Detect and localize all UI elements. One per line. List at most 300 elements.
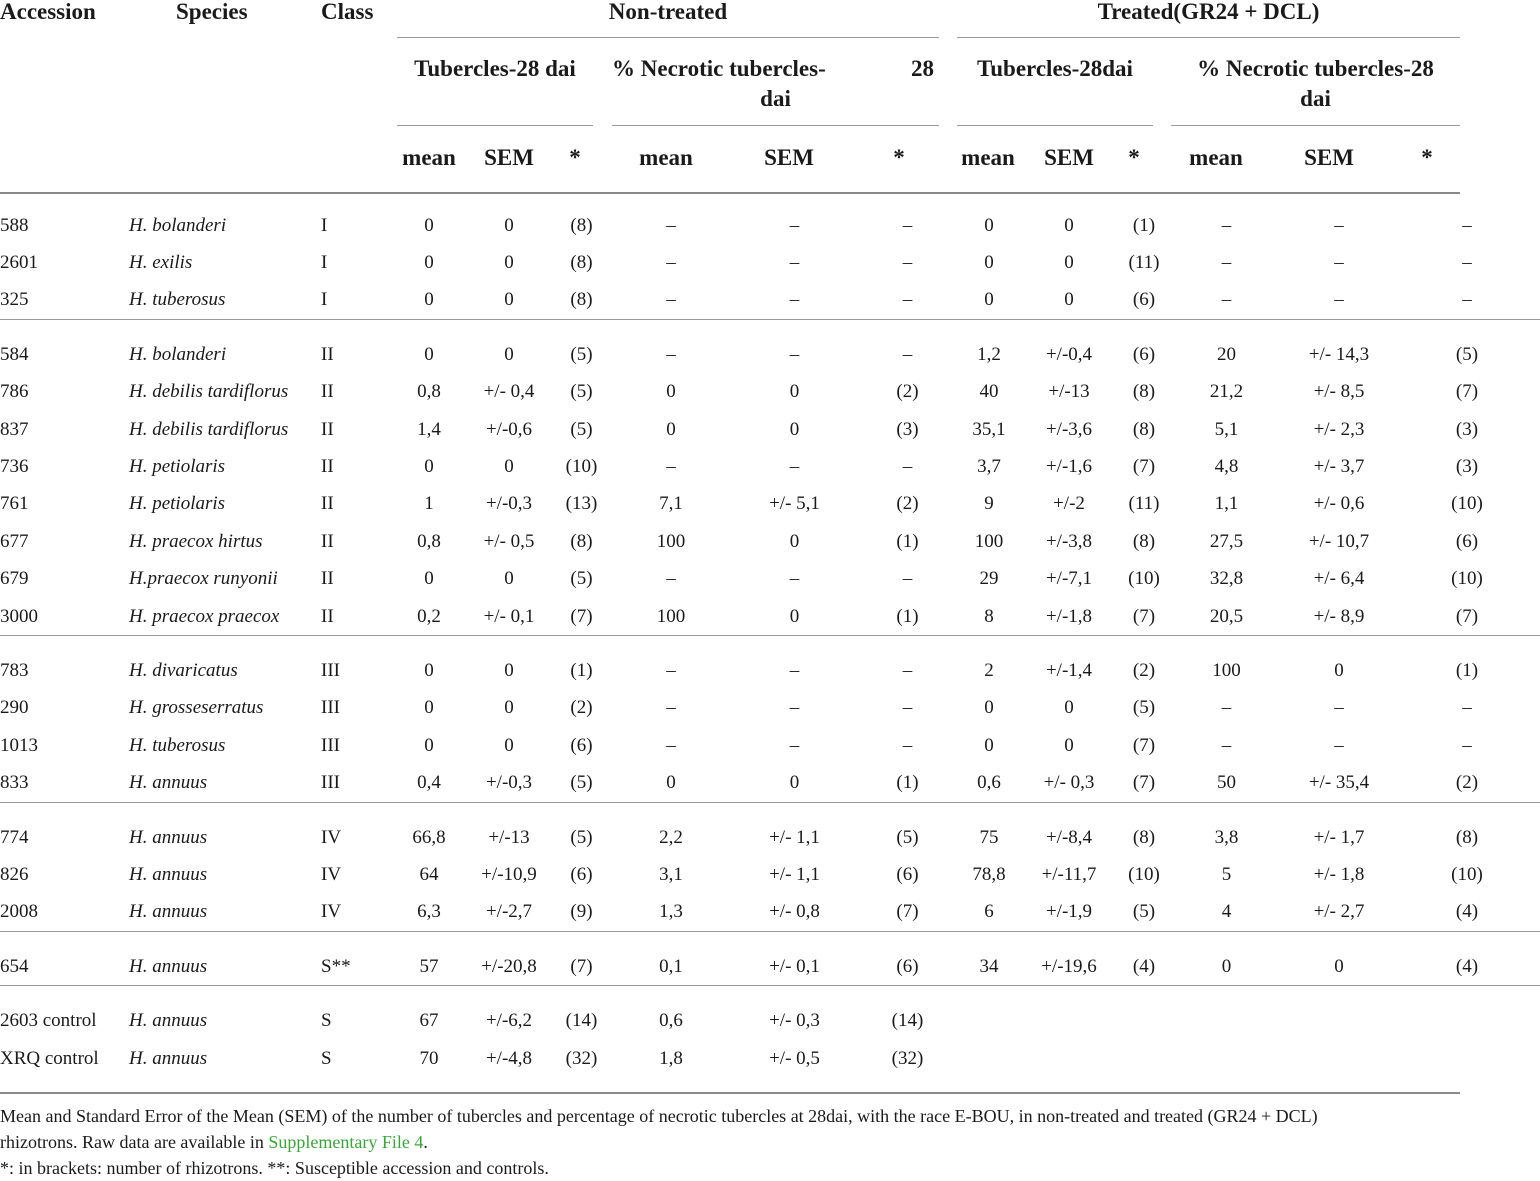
rule-header-bottom [0,192,1460,194]
cell-nt-tub-n: (5) [570,568,593,590]
header-sem: SEM [1044,145,1094,170]
cell-t-nec-sem: +/- 10,7 [1308,530,1370,552]
cell-nt-tub-mean: 0 [424,289,434,311]
header-star: * [1421,145,1433,170]
cell-accession: 826 [0,863,29,885]
cell-nt-nec-mean: 0 [666,418,676,440]
cell-nt-tub-mean: 0 [424,343,434,365]
cell-t-tub-sem: +/-0,4 [1045,343,1093,365]
cell-nt-tub-mean: 0,8 [417,530,441,552]
cell-t-nec-sem: 0 [1334,659,1344,681]
cell-t-tub-n: (5) [1132,901,1156,923]
cell-t-nec-mean: 0 [1221,955,1232,977]
cell-nt-nec-mean: 0,1 [659,955,683,977]
header-t-necrotic: % Necrotic tubercles-28 [1197,56,1434,81]
cell-nt-nec-mean: – [666,214,676,236]
cell-t-nec-sem: +/- 2,3 [1313,418,1365,440]
cell-nt-nec-n: – [902,343,913,365]
cell-t-tub-n: (8) [1132,381,1156,403]
table-row [0,207,1540,244]
cell-t-tub-n: (4) [1132,955,1156,977]
cell-t-nec-n: (10) [1451,568,1483,590]
rule-non-treated [397,37,939,38]
cell-nt-nec-n: (5) [896,826,919,848]
cell-t-nec-n: (7) [1455,381,1479,403]
rule-treated [957,37,1460,38]
cell-accession: 2008 [0,901,38,923]
cell-t-nec-mean: 50 [1217,772,1236,794]
cell-accession: 588 [0,214,29,236]
table-row [0,1040,1540,1077]
cell-nt-nec-sem: 0 [789,381,800,403]
cell-nt-nec-sem: +/- 5,1 [769,493,820,515]
table-row [0,336,1540,373]
cell-nt-nec-n: – [902,568,913,590]
cell-nt-nec-n: (1) [896,605,919,627]
header-star: * [893,145,905,170]
cell-t-tub-mean: 35,1 [972,418,1006,440]
cell-nt-tub-mean: 0 [424,568,434,590]
table-row [0,598,1540,636]
cell-nt-tub-mean: 67 [419,1010,439,1032]
cell-nt-tub-sem: +/-2,7 [485,901,533,923]
footnote-period: . [423,1132,428,1152]
cell-t-nec-sem [1284,1040,1394,1077]
cell-class: I [321,252,328,274]
rule-nt-necrotic [612,125,939,126]
cell-t-nec-n: (10) [1451,863,1483,885]
cell-species: H. annuus [129,1010,208,1032]
cell-t-nec-n: (6) [1455,530,1479,552]
cell-accession: XRQ control [0,1047,99,1069]
cell-t-tub-mean: 1,2 [977,343,1001,365]
cell-class: S [321,1010,332,1032]
cell-nt-nec-n: – [902,252,913,274]
cell-t-nec-sem: +/- 3,7 [1313,456,1365,478]
cell-t-nec-n: – [1462,697,1472,719]
cell-nt-nec-n: – [902,659,913,681]
cell-nt-tub-sem: 0 [504,734,514,756]
cell-nt-nec-n: (32) [891,1047,924,1069]
cell-t-nec-mean: 100 [1212,659,1241,681]
cell-t-nec-n: – [1462,252,1472,274]
cell-class: I [321,214,328,236]
cell-t-nec-n [1394,1040,1540,1077]
cell-t-nec-mean: 21,2 [1209,381,1244,403]
rule-nt-tubercles [397,125,593,126]
table-row [0,819,1540,856]
cell-t-tub-mean: 3,7 [977,456,1001,478]
cell-nt-tub-mean: 0 [424,252,434,274]
cell-t-nec-n: (3) [1455,456,1479,478]
cell-t-nec-sem: 0 [1334,955,1344,977]
cell-t-nec-sem [1284,1002,1394,1039]
cell-t-nec-sem: +/- 14,3 [1308,343,1370,365]
cell-nt-nec-n: – [902,214,913,236]
header-sem: SEM [484,145,534,170]
cell-nt-tub-mean: 0 [424,456,434,478]
cell-t-nec-mean [1169,1040,1284,1077]
supplementary-file-link[interactable]: Supplementary File 4 [268,1132,424,1152]
cell-nt-tub-sem: +/- 0,1 [483,605,535,627]
cell-t-nec-n: (8) [1455,826,1479,848]
header-mean: mean [639,145,693,170]
cell-nt-tub-n: (5) [570,418,593,440]
cell-nt-nec-n: (6) [896,863,919,885]
cell-nt-nec-mean: 0 [666,381,676,403]
cell-t-tub-sem: +/-2 [1053,493,1085,515]
cell-nt-tub-mean: 1,4 [417,418,441,440]
cell-species: H. bolanderi [129,214,227,236]
table-row [0,374,1540,411]
cell-t-tub-mean: 0 [984,252,994,274]
cell-t-tub-mean: 0 [984,214,994,236]
cell-t-nec-mean: 32,8 [1209,568,1244,590]
cell-nt-nec-sem: 0 [789,772,800,794]
cell-nt-nec-n: – [902,734,913,756]
cell-nt-tub-n: (6) [570,863,593,885]
cell-t-tub-sem: 0 [1064,214,1074,236]
cell-t-tub-mean: 0 [984,734,994,756]
table-row [0,523,1540,560]
cell-nt-tub-n: (5) [570,772,593,794]
cell-nt-tub-n: (5) [570,381,593,403]
group-separator [0,802,1540,819]
cell-species: H. divaricatus [129,659,238,681]
cell-t-nec-mean: – [1221,214,1232,236]
cell-nt-nec-sem: +/- 1,1 [769,863,820,885]
cell-t-nec-mean: 1,1 [1214,493,1239,515]
cell-species: H. tuberosus [129,734,226,756]
header-non-treated: Non-treated [608,0,728,24]
table-row [0,948,1540,986]
rule-table-bottom [0,1092,1460,1094]
cell-nt-tub-mean: 0,8 [417,381,441,403]
cell-accession: 2601 [0,252,38,274]
cell-t-tub-mean: 100 [974,530,1004,552]
cell-t-nec-n: – [1462,734,1472,756]
cell-t-nec-sem: – [1334,697,1344,719]
cell-nt-tub-sem: +/-10,9 [481,863,537,885]
table-row [0,561,1540,598]
cell-nt-tub-n: (5) [570,826,593,848]
cell-nt-nec-sem: – [789,252,800,274]
cell-t-nec-mean [1169,1002,1284,1039]
cell-nt-tub-sem: +/- 0,4 [483,381,535,403]
cell-nt-tub-n: (1) [570,659,593,681]
cell-nt-tub-mean: 64 [419,863,439,885]
cell-species: H. praecox hirtus [129,530,263,552]
cell-nt-nec-mean: 0,6 [659,1010,683,1032]
cell-t-tub-sem: +/-19,6 [1041,955,1097,977]
cell-nt-tub-mean: 1 [424,493,434,515]
header-star: * [569,145,581,170]
table-row [0,856,1540,893]
cell-nt-tub-n: (2) [570,697,593,719]
group-separator [0,932,1540,949]
cell-t-nec-mean: 5,1 [1214,418,1239,440]
cell-class: II [321,493,334,515]
cell-t-nec-n: (3) [1455,418,1479,440]
cell-t-tub-n: (10) [1128,863,1160,885]
cell-nt-tub-n: (9) [570,901,593,923]
cell-nt-tub-sem: 0 [504,659,514,681]
cell-nt-tub-sem: +/-20,8 [481,955,537,977]
cell-nt-nec-mean: – [666,289,676,311]
cell-t-nec-n: (10) [1451,493,1483,515]
table-body [0,207,1540,1077]
cell-nt-tub-mean: 0,4 [417,772,441,794]
cell-nt-tub-n: (10) [565,456,598,478]
cell-accession: 736 [0,456,29,478]
cell-t-tub-n: (8) [1132,530,1156,552]
cell-nt-nec-sem: 0 [789,530,800,552]
cell-species: H. praecox praecox [129,605,280,627]
table-row [0,244,1540,281]
cell-nt-nec-mean: – [666,734,676,756]
cell-species: H. annuus [129,772,208,794]
cell-species: H. bolanderi [129,343,227,365]
cell-t-nec-n: (4) [1455,901,1479,923]
cell-nt-nec-mean: – [666,659,676,681]
cell-t-tub-mean: 6 [984,901,994,923]
cell-nt-nec-sem: +/- 0,1 [769,955,820,977]
header-treated: Treated(GR24 + DCL) [1097,0,1320,24]
header-species: Species [176,0,248,24]
cell-nt-nec-n: (7) [896,901,919,923]
cell-nt-nec-sem: – [789,697,800,719]
cell-t-nec-mean: – [1221,734,1232,756]
cell-t-tub-n: (8) [1132,418,1156,440]
cell-t-nec-mean: 20,5 [1209,605,1244,627]
cell-nt-tub-sem: 0 [504,214,514,236]
cell-t-tub-sem: +/-1,8 [1045,605,1093,627]
cell-t-tub-sem: +/-13 [1048,381,1090,403]
cell-nt-nec-sem: – [789,659,800,681]
cell-t-tub-mean: 0 [984,697,994,719]
cell-class: S** [321,955,351,977]
cell-nt-tub-n: (14) [565,1010,598,1032]
cell-nt-nec-mean: 3,1 [659,863,683,885]
cell-nt-tub-sem: 0 [504,697,514,719]
cell-nt-nec-mean: – [666,343,676,365]
cell-accession: 1013 [0,734,38,756]
cell-accession: 786 [0,381,29,403]
header-nt-tubercles: Tubercles-28 dai [414,56,576,81]
cell-t-nec-n: – [1462,289,1472,311]
cell-t-tub-sem: +/-1,9 [1045,901,1093,923]
footnote-text: rhizotrons. Raw data are available in [0,1132,269,1152]
cell-t-tub-mean [959,1040,1019,1077]
cell-t-tub-mean: 8 [984,605,994,627]
cell-nt-nec-mean: – [666,252,676,274]
cell-nt-tub-sem: 0 [504,568,514,590]
cell-nt-tub-n: (6) [570,734,593,756]
header-class: Class [321,0,374,24]
cell-accession: 654 [0,955,29,977]
cell-nt-nec-sem: – [789,456,800,478]
cell-t-tub-n: (7) [1132,734,1156,756]
cell-nt-tub-mean: 70 [419,1047,439,1069]
cell-species: H. annuus [129,1047,208,1069]
cell-nt-tub-sem: +/-0,3 [485,493,533,515]
table-row [0,486,1540,523]
cell-nt-nec-mean: 1,8 [659,1047,683,1069]
cell-nt-nec-mean: 7,1 [659,493,683,515]
cell-t-tub-sem [1019,1040,1119,1077]
cell-species: H. debilis tardiflorus [129,418,289,440]
cell-nt-nec-sem: 0 [789,418,800,440]
cell-nt-tub-n: (13) [565,493,598,515]
cell-nt-nec-sem: +/- 0,3 [769,1010,820,1032]
table-row [0,727,1540,764]
cell-nt-tub-mean: 0,2 [417,605,441,627]
cell-nt-tub-sem: +/- 0,5 [483,530,535,552]
cell-nt-nec-sem: – [789,568,800,590]
cell-species: H. annuus [129,863,208,885]
cell-accession: 783 [0,659,29,681]
cell-t-nec-sem: +/- 1,8 [1313,863,1365,885]
cell-nt-nec-n: – [902,697,913,719]
cell-t-tub-n: (8) [1132,826,1156,848]
cell-t-tub-sem: +/-1,6 [1045,456,1093,478]
footnote-line-3: *: in brackets: number of rhizotrons. **: Susceptible accession and controls. [0,1158,549,1178]
cell-t-tub-n: (5) [1132,697,1156,719]
cell-t-nec-n: (4) [1455,955,1479,977]
cell-nt-tub-sem: 0 [504,289,514,311]
cell-t-tub-n: (11) [1128,493,1160,515]
cell-class: II [321,530,334,552]
cell-nt-tub-n: (8) [570,252,593,274]
cell-nt-tub-sem: +/-13 [488,826,530,848]
cell-nt-nec-n: – [902,456,913,478]
cell-species: H. annuus [129,826,208,848]
cell-t-tub-sem: 0 [1064,289,1074,311]
cell-nt-nec-sem: – [789,289,800,311]
cell-t-tub-mean: 34 [979,955,999,977]
header-nt-necrotic-28: 28 [911,56,934,81]
cell-nt-nec-n: (2) [896,381,919,403]
cell-nt-nec-sem: – [789,343,800,365]
cell-nt-tub-mean: 0 [424,697,434,719]
cell-nt-tub-sem: 0 [504,252,514,274]
cell-nt-tub-n: (8) [570,214,593,236]
rule-t-necrotic [1171,125,1460,126]
cell-nt-nec-sem: +/- 0,5 [769,1047,820,1069]
cell-nt-nec-n: – [902,289,913,311]
cell-species: H. tuberosus [129,289,226,311]
cell-accession: 833 [0,772,29,794]
cell-t-nec-sem: +/- 6,4 [1313,568,1365,590]
cell-nt-nec-n: (1) [896,772,919,794]
cell-class: II [321,456,334,478]
cell-t-tub-sem: +/-3,8 [1045,530,1093,552]
cell-accession: 3000 [0,605,38,627]
table-row [0,1002,1540,1039]
cell-t-nec-mean: 4 [1221,901,1232,923]
cell-t-tub-mean: 0,6 [977,772,1001,794]
cell-nt-nec-sem: +/- 0,8 [769,901,820,923]
cell-accession: 677 [0,530,29,552]
cell-t-tub-n: (7) [1132,772,1156,794]
cell-t-tub-n: (6) [1132,343,1156,365]
cell-t-nec-sem: +/- 2,7 [1313,901,1365,923]
cell-t-tub-n: (7) [1132,605,1156,627]
header-nt-necrotic-dai: dai [760,86,791,111]
cell-t-nec-mean: 3,8 [1214,826,1239,848]
cell-t-nec-mean: – [1221,697,1232,719]
cell-accession: 679 [0,568,29,590]
table-row [0,894,1540,932]
cell-t-nec-n: (1) [1455,659,1479,681]
cell-nt-nec-mean: – [666,697,676,719]
group-separator [0,986,1540,1003]
cell-nt-nec-mean: 1,3 [659,901,683,923]
cell-nt-nec-sem: – [789,734,800,756]
cell-t-nec-sem: +/- 0,6 [1313,493,1365,515]
cell-t-tub-n: (2) [1132,659,1156,681]
cell-accession: 2603 control [0,1010,97,1032]
data-table [0,207,1540,1077]
cell-nt-tub-sem: +/-4,8 [485,1047,533,1069]
cell-nt-tub-n: (32) [565,1047,598,1069]
group-separator [0,636,1540,653]
cell-class: III [321,659,340,681]
header-nt-necrotic: % Necrotic tubercles- [612,56,826,81]
cell-nt-nec-mean: 2,2 [659,826,683,848]
cell-nt-tub-mean: 0 [424,734,434,756]
cell-nt-nec-n: (3) [896,418,919,440]
cell-accession: 290 [0,697,29,719]
cell-t-tub-n: (11) [1128,252,1160,274]
cell-t-tub-mean: 40 [979,381,999,403]
cell-t-nec-mean: 20 [1217,343,1236,365]
cell-class: IV [321,863,342,885]
cell-nt-nec-mean: 0 [666,772,676,794]
cell-t-tub-mean [959,1002,1019,1039]
cell-species: H. grosseserratus [129,697,264,719]
cell-accession: 761 [0,493,29,515]
cell-nt-tub-n: (5) [570,343,593,365]
cell-t-tub-sem: +/-8,4 [1045,826,1093,848]
cell-nt-tub-n: (8) [570,530,593,552]
cell-t-nec-sem: – [1334,214,1344,236]
cell-t-tub-n: (6) [1132,289,1156,311]
cell-nt-tub-mean: 57 [419,955,439,977]
cell-nt-tub-n: (7) [570,605,593,627]
cell-t-tub-sem: 0 [1064,697,1074,719]
cell-t-nec-mean: 5 [1221,863,1232,885]
cell-t-tub-sem [1019,1002,1119,1039]
header-sem: SEM [764,145,814,170]
cell-t-tub-mean: 29 [979,568,999,590]
cell-nt-tub-n: (8) [570,289,593,311]
cell-class: II [321,381,334,403]
cell-nt-nec-sem: +/- 1,1 [769,826,820,848]
cell-nt-nec-n: (14) [891,1010,924,1032]
cell-nt-nec-sem: – [789,214,800,236]
cell-t-tub-sem: +/-7,1 [1045,568,1093,590]
cell-nt-tub-sem: +/-6,2 [485,1010,533,1032]
cell-class: II [321,568,334,590]
cell-t-tub-n [1119,1040,1169,1077]
cell-t-nec-n: – [1462,214,1472,236]
cell-t-tub-sem: 0 [1064,252,1074,274]
header-sem: SEM [1304,145,1354,170]
cell-t-nec-sem: – [1334,289,1344,311]
group-separator [0,320,1540,337]
cell-class: III [321,697,340,719]
